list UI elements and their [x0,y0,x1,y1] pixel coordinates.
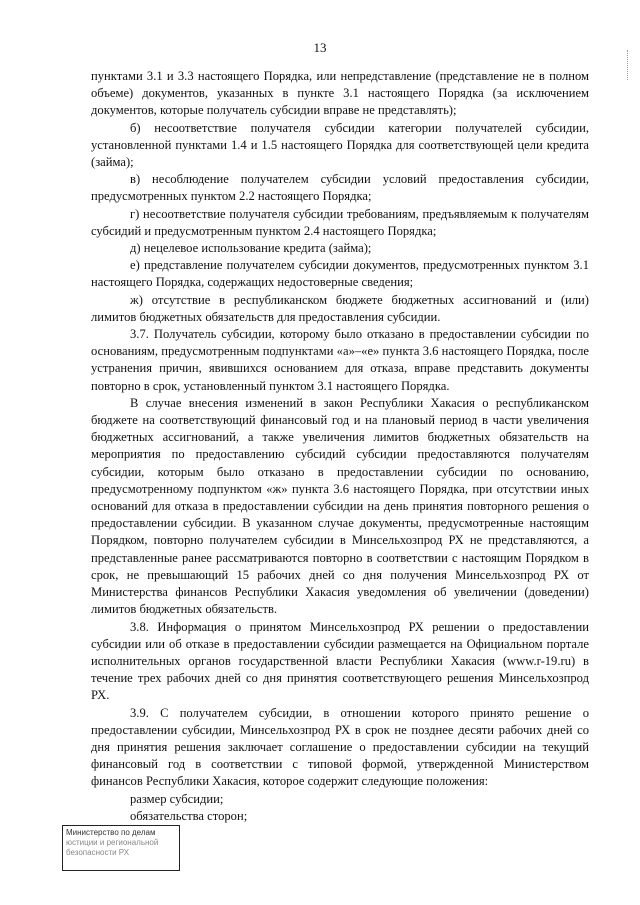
stamp-line: Министерство по делам [66,828,156,837]
paragraph: 3.9. С получателем субсидии, в отношении которого принято решение о предоставлении субсидии, Минсельхозпрод РХ в срок не позднее десяти рабочих дней со дня принятия решения заключает соглашение о предоставлении субсидии на текущий финансовый год в соответствии с типовой формой, утвержденной Министерством финансов Республики Хакасия, которое содержит следующие положения: [91,705,589,789]
document-body [91,68,589,825]
registration-stamp [62,825,180,871]
stamp-line: безопасности РХ [66,848,130,857]
paragraph: г) несоответствие получателя субсидии требованиям, предъявляемым к получателям субсидий и предусмотренным пунктом 2.4 настоящего Порядка; [91,206,589,238]
paragraph: пунктами 3.1 и 3.3 настоящего Порядка, или непредставление (представление не в полном объеме) документов, указанных в пункте 3.1 настоящего Порядка (за исключением документов, которые получатель субсидии вправе не представлять); [91,69,589,118]
paragraph: е) представление получателем субсидии документов, предусмотренных пунктом 3.1 настоящего Порядка, содержащих недостоверные сведения; [91,258,589,290]
stamp-line: юстиции и региональной [66,838,159,847]
page-number: 13 [313,40,327,55]
paragraph: ж) отсутствие в республиканском бюджете бюджетных ассигнований и (или) лимитов бюджетных обязательств для предоставления субсидии. [91,292,589,324]
paragraph: д) нецелевое использование кредита (займа); [130,241,372,256]
paragraph: 3.8. Информация о принятом Минсельхозпрод РХ решении о предоставлении субсидии или об отказе в предоставлении субсидии размещается на Официальном портале исполнительных органов государственной власти Республики Хакасия (www.r-19.ru) в течение трех рабочих дней со дня принятия соответствующего решения Минсельхозпрод РХ. [91,619,589,703]
paragraph: обязательства сторон; [130,808,248,823]
paragraph: в) несоблюдение получателем субсидии условий предоставления субсидии, предусмотренных пунктом 2.2 настоящего Порядка; [91,172,589,204]
paragraph: В случае внесения изменений в закон Республики Хакасия о республиканском бюджете на соответствующий финансовый год и на плановый период в части увеличения бюджетных ассигнований, а также увеличения лимитов бюджетных обязательств на мероприятия по предоставлению субсидий субсидии предоставляются получателям субсидии, которым было отказано в предоставлении субсидии по основанию, предусмотренному подпунктом «ж» пункта 3.6 настоящего Порядка, при отсутствии иных оснований для отказа в предоставлении субсидии на день принятия повторного решения о предоставлении субсидии. В указанном случае документы, предусмотренные настоящим Порядком, повторно получателем субсидии в Минсельхозпрод РХ не представляются, а представленные ранее рассматриваются повторно в соответствии с настоящим Порядком в срок, не превышающий 15 рабочих дней со дня получения Минсельхозпрод РХ от Министерства финансов Республики Хакасия уведомления об увеличении (доведении) лимитов бюджетных обязательств. [91,395,589,617]
paragraph: размер субсидии; [130,791,224,806]
paragraph: б) несоответствие получателя субсидии категории получателей субсидии, установленной пунктами 1.4 и 1.5 настоящего Порядка для соответствующей цели кредита (займа); [91,120,589,170]
paragraph: 3.7. Получатель субсидии, которому было отказано в предоставлении субсидии по основаниям, предусмотренным подпунктами «а»–«е» пункта 3.6 настоящего Порядка, после устранения причин, явившихся основанием для отказа, вправе представить документы повторно в срок, установленный пунктом 3.1 настоящего Порядка. [91,327,589,393]
